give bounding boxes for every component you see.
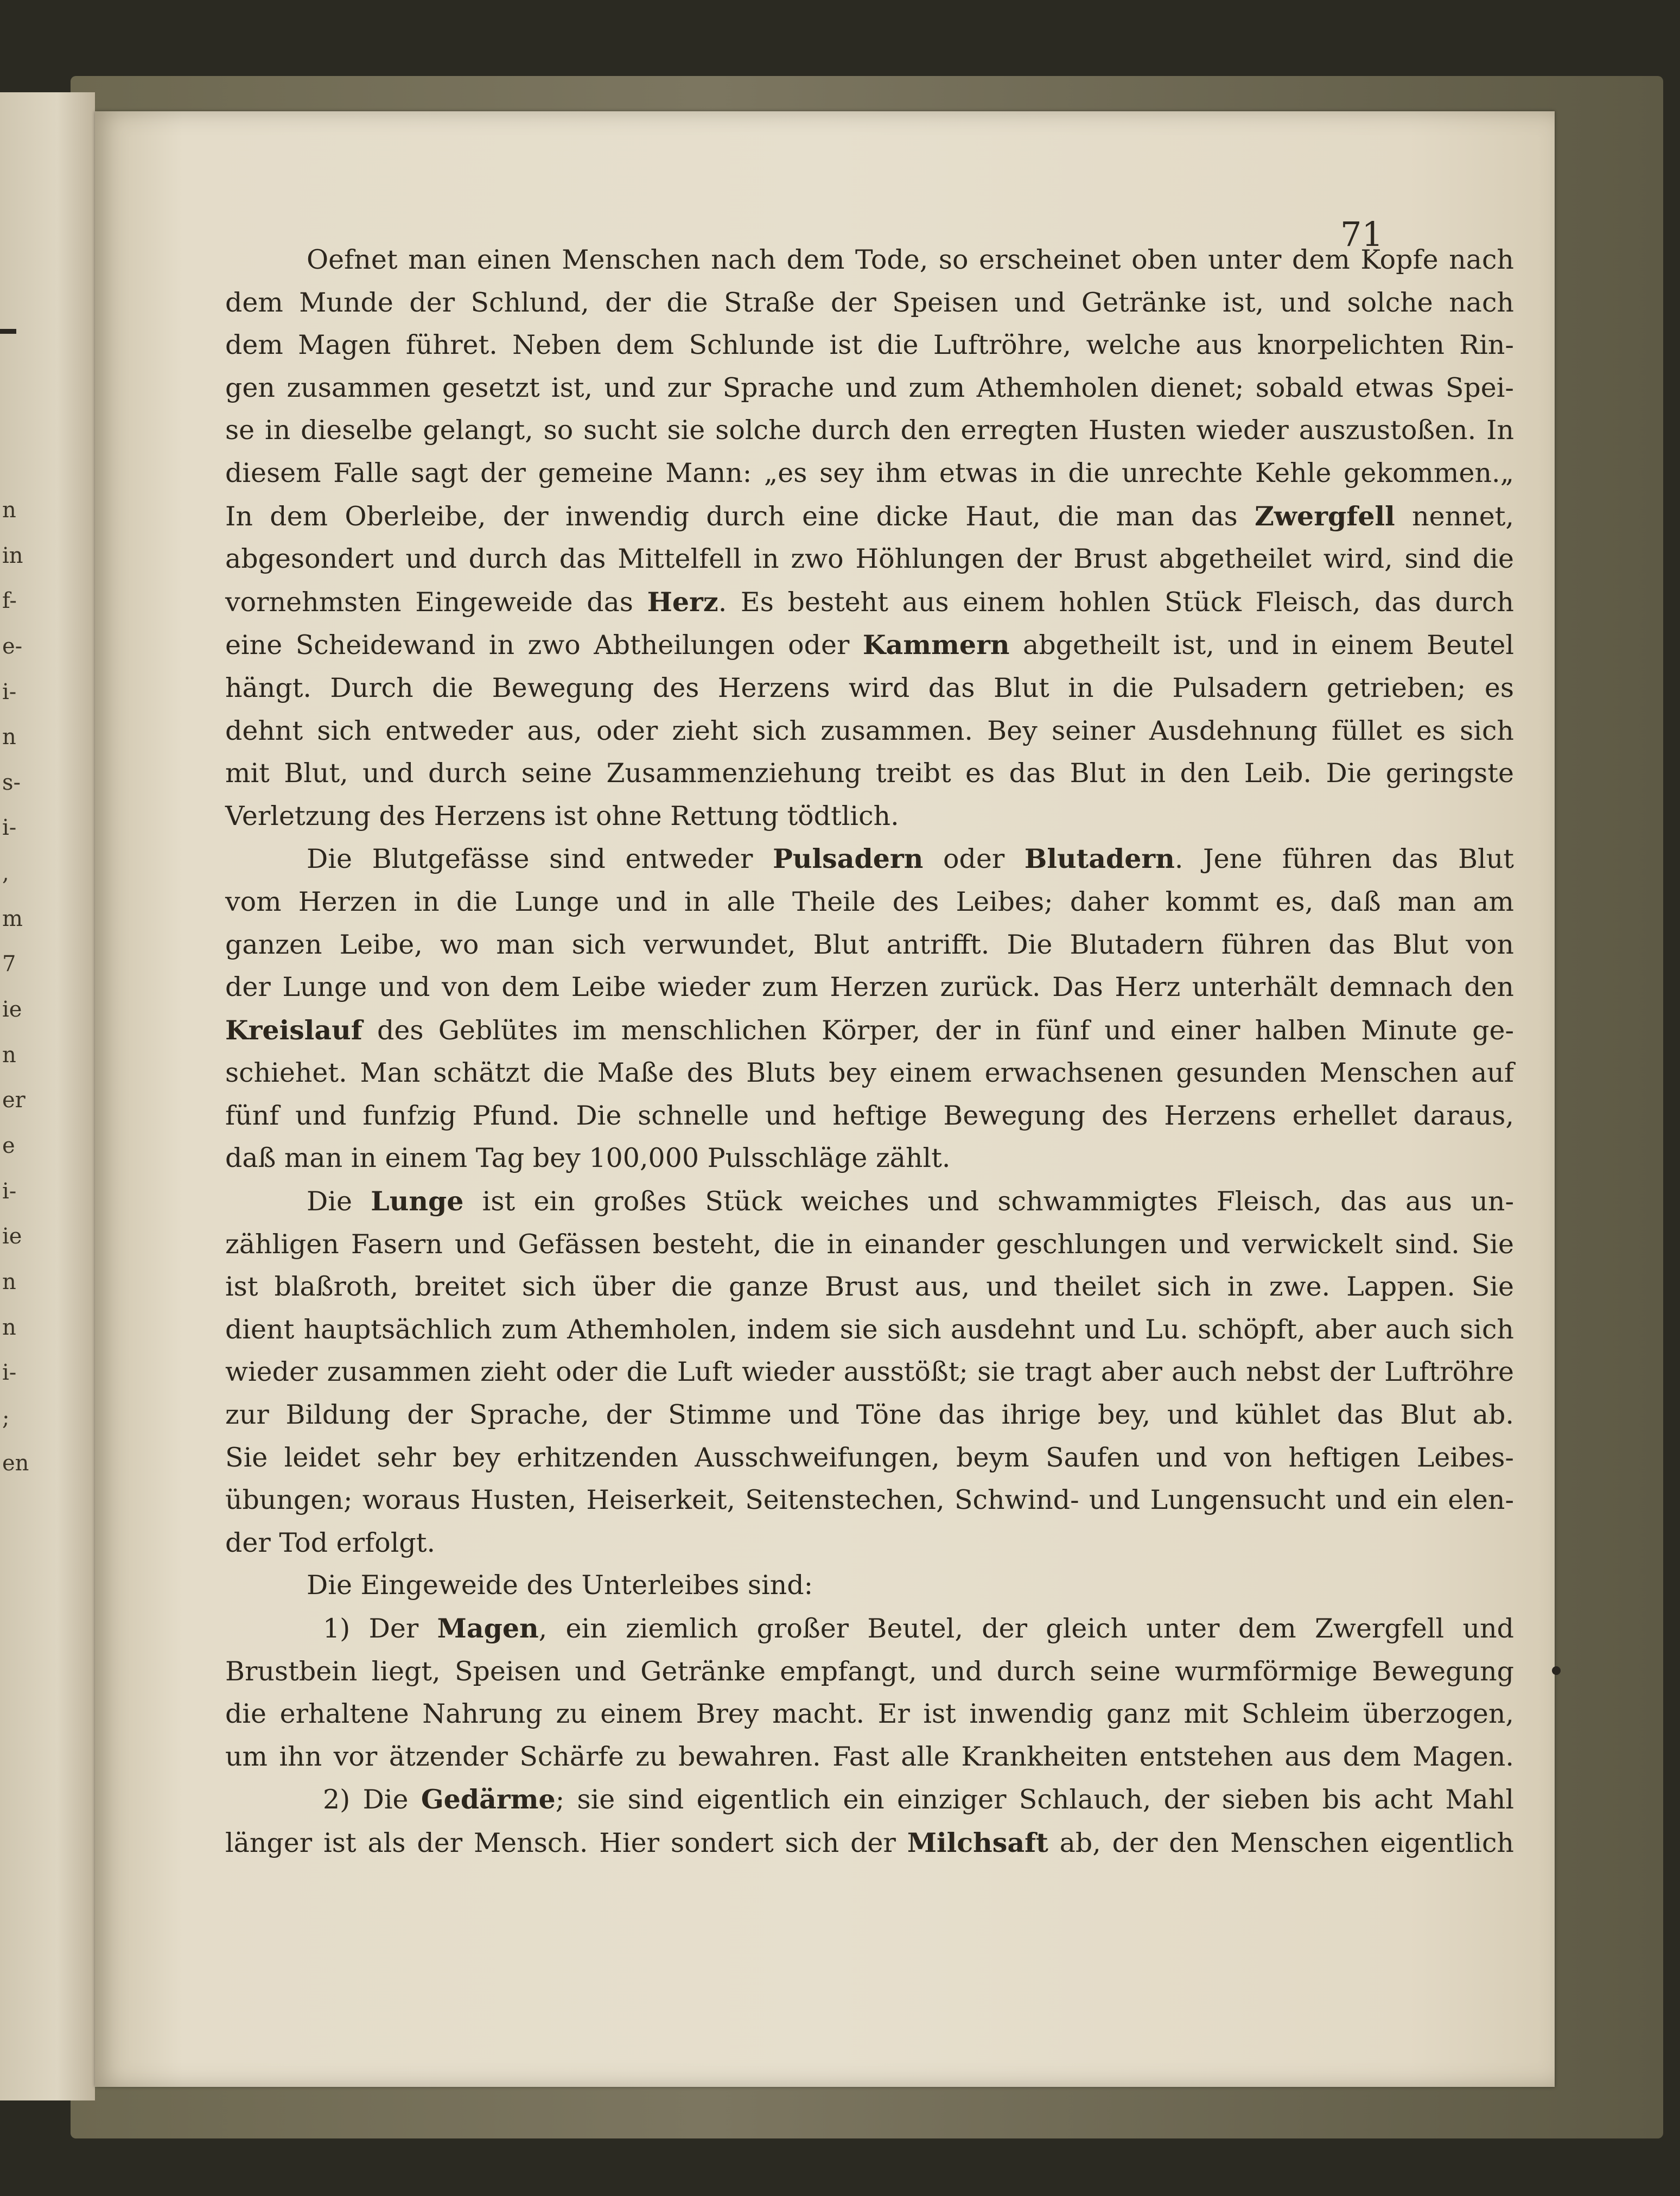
text-line: zähligen Fasern und Gefässen besteht, die in einander geschlungen und verwickelt sind. Sie bbox=[225, 1228, 1514, 1260]
text-line: Die Blutgefässe sind entweder Pulsadern oder Blutadern. Jene führen das Blut bbox=[307, 843, 1514, 875]
left-page-fragment: en bbox=[2, 1451, 29, 1476]
text-line: Sie leidet sehr bey erhitzenden Ausschweifungen, beym Saufen und von heftigen Leibes- bbox=[225, 1442, 1514, 1473]
left-page-fragment: , bbox=[2, 861, 9, 886]
text-line: daß man in einem Tag bey 100,000 Pulsschläge zählt. bbox=[225, 1143, 951, 1174]
text-line: die erhaltene Nahrung zu einem Brey macht. Er ist inwendig ganz mit Schleim überzogen, bbox=[225, 1698, 1514, 1730]
text-line: Die Lunge ist ein großes Stück weiches und schwammigtes Fleisch, das aus un- bbox=[307, 1185, 1514, 1217]
page-body-text bbox=[225, 239, 1514, 1865]
left-page-fragment: 7 bbox=[2, 951, 16, 977]
text-line: mit Blut, und durch seine Zusammenziehung treibt es das Blut in den Leib. Die geringste bbox=[225, 758, 1514, 789]
text-line: 2) Die Gedärme; sie sind eigentlich ein einziger Schlauch, der sieben bis acht Mahl bbox=[323, 1784, 1514, 1816]
emphasized-term: Gedärme bbox=[421, 1784, 556, 1816]
left-page-fragment: m bbox=[2, 906, 23, 931]
left-page-fragment: e bbox=[2, 1133, 15, 1158]
text-line: gen zusammen gesetzt ist, und zur Sprache und zum Athemholen dienet; sobald etwas Spei- bbox=[225, 372, 1514, 403]
text-line: der Lunge und von dem Leibe wieder zum Herzen zurück. Das Herz unterhält demnach den bbox=[225, 972, 1514, 1003]
text-line: dem Magen führet. Neben dem Schlunde ist die Luftröhre, welche aus knorpelichten Rin- bbox=[225, 329, 1514, 361]
text-line: hängt. Durch die Bewegung des Herzens wird das Blut in die Pulsadern getrieben; es bbox=[225, 672, 1514, 703]
text-line: dem Munde der Schlund, der die Straße der Speisen und Getränke ist, und solche nach bbox=[225, 287, 1514, 318]
text-line: Oefnet man einen Menschen nach dem Tode, so erscheinet oben unter dem Kopfe nach bbox=[307, 244, 1514, 275]
text-line: dient hauptsächlich zum Athemholen, indem sie sich ausdehnt und Lu. schöpft, aber auch sich bbox=[225, 1313, 1514, 1345]
left-page-fragment: n bbox=[2, 1269, 16, 1294]
text-line: fünf und funfzig Pfund. Die schnelle und heftige Bewegung des Herzens erhellet daraus, bbox=[225, 1100, 1514, 1131]
text-line: Kreislauf des Geblütes im menschlichen Körper, der in fünf und einer halben Minute ge- bbox=[225, 1014, 1514, 1046]
emphasized-term: Kammern bbox=[862, 629, 1010, 661]
text-line: länger ist als der Mensch. Hier sondert sich der Milchsaft ab, der den Menschen eigentlich bbox=[225, 1826, 1514, 1858]
left-page-fragment: ie bbox=[2, 1224, 22, 1249]
emphasized-term: Lunge bbox=[371, 1185, 464, 1217]
text-line: Brustbein liegt, Speisen und Getränke empfangt, und durch seine wurmförmige Bewegung bbox=[225, 1655, 1514, 1687]
text-line: wieder zusammen zieht oder die Luft wieder ausstößt; sie tragt aber auch nebst der Luftröhre bbox=[225, 1356, 1514, 1388]
text-line: eine Scheidewand in zwo Abtheilungen oder Kammern abgetheilt ist, und in einem Beutel bbox=[225, 629, 1514, 661]
left-page-edge bbox=[0, 92, 95, 2100]
left-page-fragment: ie bbox=[2, 997, 22, 1023]
text-line: vornehmsten Eingeweide das Herz. Es besteht aus einem hohlen Stück Fleisch, das durch bbox=[225, 586, 1514, 618]
text-line: vom Herzen in die Lunge und in alle Theile des Leibes; daher kommt es, daß man am bbox=[225, 886, 1514, 917]
emphasized-term: Kreislauf bbox=[225, 1014, 362, 1046]
left-page-fragment: f- bbox=[2, 588, 17, 614]
left-page-fragment: n bbox=[2, 725, 16, 750]
left-page-fragment: i- bbox=[2, 1360, 17, 1386]
text-line: ist blaßroth, breitet sich über die ganze Brust aus, und theilet sich in zwe. Lappen. Sie bbox=[225, 1271, 1514, 1303]
text-line: zur Bildung der Sprache, der Stimme und Töne das ihrige bey, und kühlet das Blut ab. bbox=[225, 1399, 1514, 1431]
text-line: dehnt sich entweder aus, oder zieht sich zusammen. Bey seiner Ausdehnung füllet es sich bbox=[225, 715, 1514, 746]
emphasized-term: Blutadern bbox=[1024, 843, 1175, 875]
left-page-fragment: e- bbox=[2, 633, 23, 659]
emphasized-term: Zwergfell bbox=[1255, 500, 1395, 532]
left-page-fragment: er bbox=[2, 1088, 26, 1113]
emphasized-term: Magen bbox=[437, 1613, 539, 1644]
text-line: diesem Falle sagt der gemeine Mann: „es sey ihm etwas in die unrechte Kehle gekommen.„ bbox=[225, 457, 1514, 488]
left-page-fragment: n bbox=[2, 1315, 16, 1340]
left-page-fragment: in bbox=[2, 543, 23, 568]
text-line: abgesondert und durch das Mittelfell in zwo Höhlungen der Brust abgetheilet wird, sind die bbox=[225, 543, 1514, 575]
text-line: Die Eingeweide des Unterleibes sind: bbox=[307, 1570, 813, 1601]
ink-dot bbox=[1552, 1666, 1561, 1675]
emphasized-term: Pulsadern bbox=[773, 843, 924, 875]
emphasized-term: Herz bbox=[647, 586, 718, 618]
left-page-fragment: i- bbox=[2, 1178, 17, 1204]
left-page-fragment: ; bbox=[2, 1405, 10, 1431]
text-line: 1) Der Magen, ein ziemlich großer Beutel, der gleich unter dem Zwergfell und bbox=[323, 1613, 1514, 1644]
book-page bbox=[95, 111, 1555, 2087]
left-page-fragment: i- bbox=[2, 679, 17, 705]
text-line: In dem Oberleibe, der inwendig durch eine dicke Haut, die man das Zwergfell nennet, bbox=[225, 500, 1514, 532]
text-line: schiehet. Man schätzt die Maße des Bluts bey einem erwachsenen gesunden Menschen auf bbox=[225, 1057, 1514, 1089]
page-number: 71 bbox=[1340, 214, 1383, 254]
text-line: ganzen Leibe, wo man sich verwundet, Blut antrifft. Die Blutadern führen das Blut von bbox=[225, 929, 1514, 960]
text-line: übungen; woraus Husten, Heiserkeit, Seitenstechen, Schwind- und Lungensucht und ein elen- bbox=[225, 1484, 1514, 1516]
text-line: se in dieselbe gelangt, so sucht sie solche durch den erregten Husten wieder auszustoßen. In bbox=[225, 415, 1514, 446]
left-page-fragment: s- bbox=[2, 770, 21, 795]
text-line: um ihn vor ätzender Schärfe zu bewahren. Fast alle Krankheiten entstehen aus dem Magen. bbox=[225, 1741, 1514, 1772]
text-line: Verletzung des Herzens ist ohne Rettung tödtlich. bbox=[225, 800, 899, 832]
left-page-fragment: n bbox=[2, 498, 16, 523]
emphasized-term: Milchsaft bbox=[907, 1826, 1048, 1858]
left-page-fragment: n bbox=[2, 1042, 16, 1068]
left-page-fragment: i- bbox=[2, 815, 17, 841]
text-line: der Tod erfolgt. bbox=[225, 1527, 436, 1558]
left-page-mark bbox=[0, 329, 16, 334]
